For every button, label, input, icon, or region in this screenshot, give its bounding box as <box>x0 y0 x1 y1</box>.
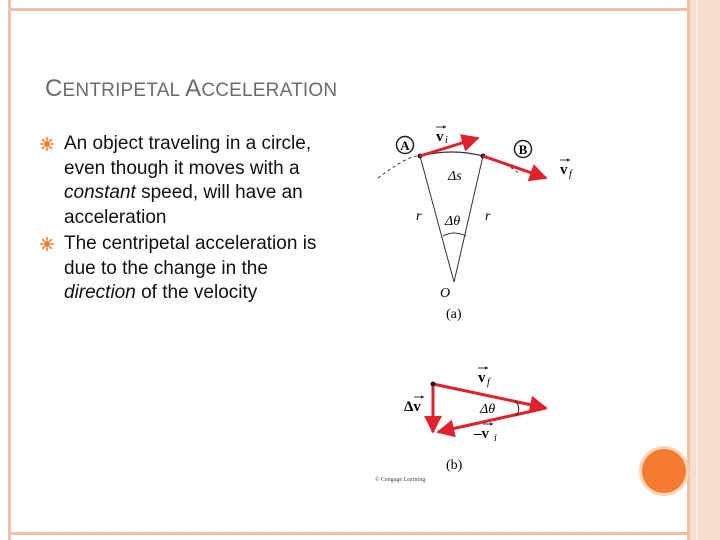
bullet-list <box>40 132 340 308</box>
center-label: O <box>440 286 451 301</box>
bullet-text <box>64 233 316 303</box>
decorative-orange-circle <box>642 449 686 493</box>
title-part: ENTRIPETAL <box>62 80 186 101</box>
bullet-text-segment: of the velocity <box>135 282 258 303</box>
frame-bottom-border <box>11 532 690 540</box>
title-part: A <box>185 75 202 102</box>
vf-symbol: v <box>560 162 568 178</box>
bullet-text <box>64 133 311 228</box>
delta-v-label <box>404 397 424 415</box>
vf-subscript-b: f <box>487 377 490 388</box>
radius-label-left: r <box>416 209 422 224</box>
bullet-item <box>40 132 340 230</box>
frame-right-inner-line <box>696 0 698 540</box>
sun-icon <box>40 237 54 251</box>
circle-arc-dashed-left <box>378 156 420 178</box>
figure-caption-a: (a) <box>446 307 462 322</box>
frame-right-border <box>687 0 690 540</box>
vf-arrow <box>483 156 546 178</box>
bullet-text-emphasis: direction <box>64 282 136 303</box>
neg-vi-subscript: i <box>494 433 497 444</box>
angle-label-b: Δθ <box>480 402 496 417</box>
angle-label: Δθ <box>445 214 461 229</box>
frame-top-border <box>11 0 690 11</box>
vi-subscript: i <box>445 135 448 146</box>
vector-origin-dot <box>431 382 436 387</box>
figure-part-b <box>375 368 546 483</box>
vf-label-b <box>478 368 491 388</box>
sun-icon <box>40 137 54 151</box>
point-a-label: A <box>400 138 410 153</box>
arc-length-label: Δs <box>448 169 462 184</box>
vi-label <box>436 127 448 146</box>
vi-symbol: v <box>436 129 444 145</box>
bullet-text-segment: The centripetal acceleration is due to the change in the <box>64 233 317 279</box>
title-part: CCELERATION <box>201 80 338 101</box>
centripetal-diagram <box>370 112 585 490</box>
vf-subscript: f <box>569 169 572 180</box>
point-b-label: B <box>518 142 528 157</box>
bullet-text-segment: speed, will have an acceleration <box>64 182 303 228</box>
neg-vi-symbol: –v <box>474 426 489 442</box>
copyright-credit: © Cengage Learning <box>375 477 426 483</box>
vf-symbol-b: v <box>478 370 486 386</box>
figure-caption-b: (b) <box>446 458 463 473</box>
neg-vi-label <box>473 424 497 444</box>
title-part: C <box>45 75 63 102</box>
bullet-text-segment: An object traveling in a circle, even though it moves with a <box>64 133 312 179</box>
bullet-item <box>40 232 340 306</box>
slide-title <box>45 75 337 103</box>
delta-v-symbol: Δv <box>404 399 421 415</box>
frame-left-border <box>0 0 11 540</box>
figure-part-a <box>378 127 573 322</box>
bullet-text-emphasis: constant <box>64 182 136 203</box>
vf-label <box>560 160 573 180</box>
angle-arc <box>443 233 466 236</box>
frame-right-bar <box>690 0 720 540</box>
radius-label-right: r <box>485 209 491 224</box>
